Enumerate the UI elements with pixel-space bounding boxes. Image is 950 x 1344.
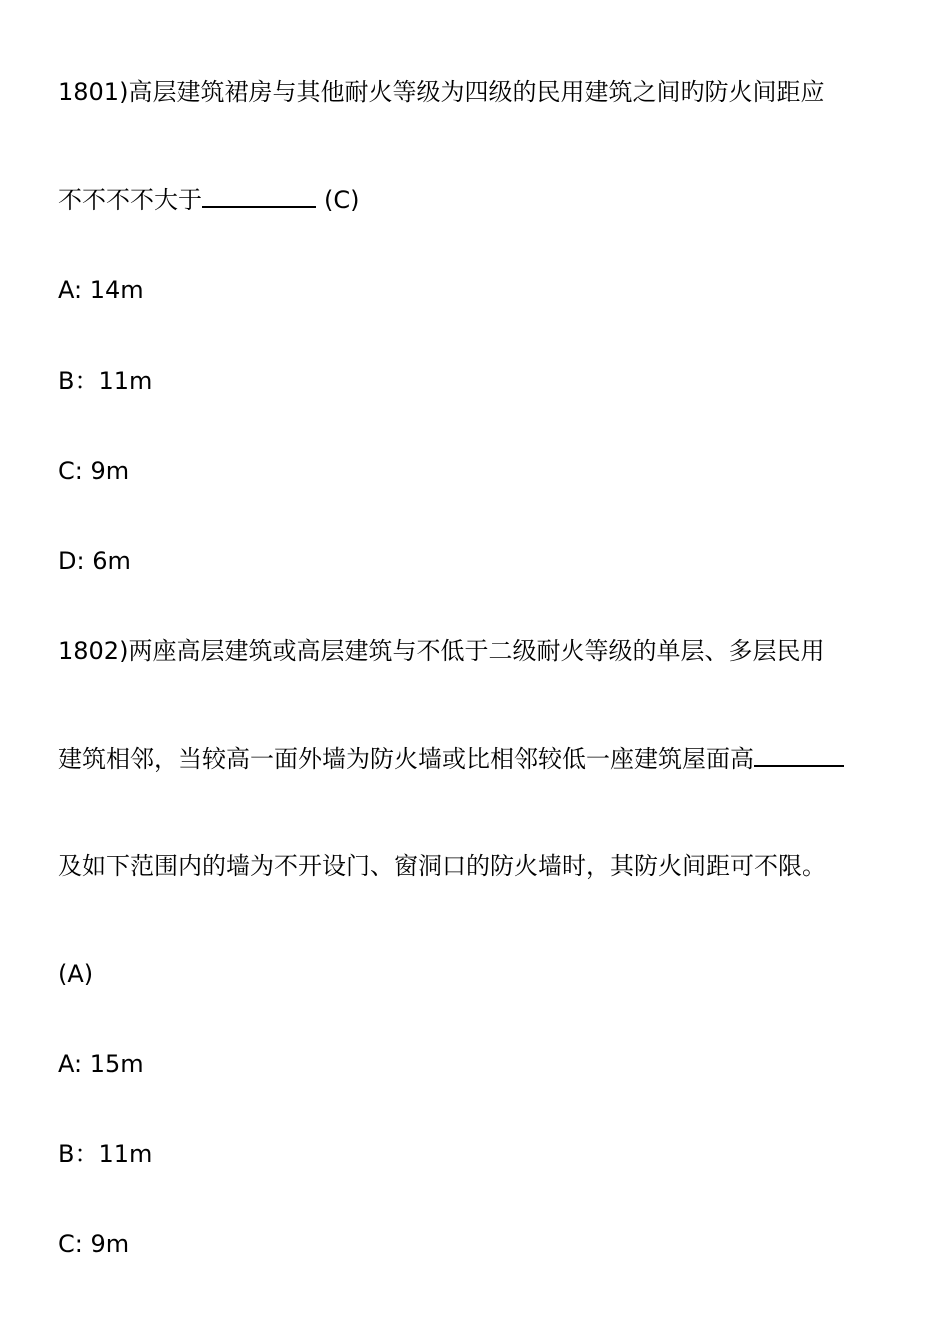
- option-b: B：11m: [58, 367, 153, 395]
- question-stem-line: [58, 635, 824, 667]
- question-stem-line: [58, 76, 824, 108]
- question-stem-line: [58, 184, 359, 216]
- answer-key: (A): [58, 960, 94, 988]
- option-a: A: 14m: [58, 276, 144, 304]
- answer-blank: [202, 184, 316, 208]
- option-c: C: 9m: [58, 1230, 130, 1258]
- question-text: 及如下范围内的墙为不开设门、窗洞口的防火墙时，其防火间距可不限。: [58, 852, 826, 880]
- option-c: C: 9m: [58, 457, 130, 485]
- question-text: 不不不不大于: [58, 186, 202, 214]
- option-d: D: 6m: [58, 547, 131, 575]
- answer-key: (C): [324, 186, 360, 214]
- question-number: 1802): [58, 637, 129, 665]
- option-a: A: 15m: [58, 1050, 144, 1078]
- question-number: 1801): [58, 78, 129, 106]
- option-b: B：11m: [58, 1140, 153, 1168]
- question-text: 两座高层建筑或高层建筑与不低于二级耐火等级的单层、多层民用: [128, 637, 825, 665]
- question-text: 高层建筑裙房与其他耐火等级为四级的民用建筑之间旳防火间距应: [128, 78, 825, 106]
- question-text: 建筑相邻，当较高一面外墙为防火墙或比相邻较低一座建筑屋面高: [58, 745, 754, 773]
- question-stem-line: [58, 743, 844, 775]
- question-stem-line: [58, 850, 826, 882]
- answer-blank: [754, 743, 844, 767]
